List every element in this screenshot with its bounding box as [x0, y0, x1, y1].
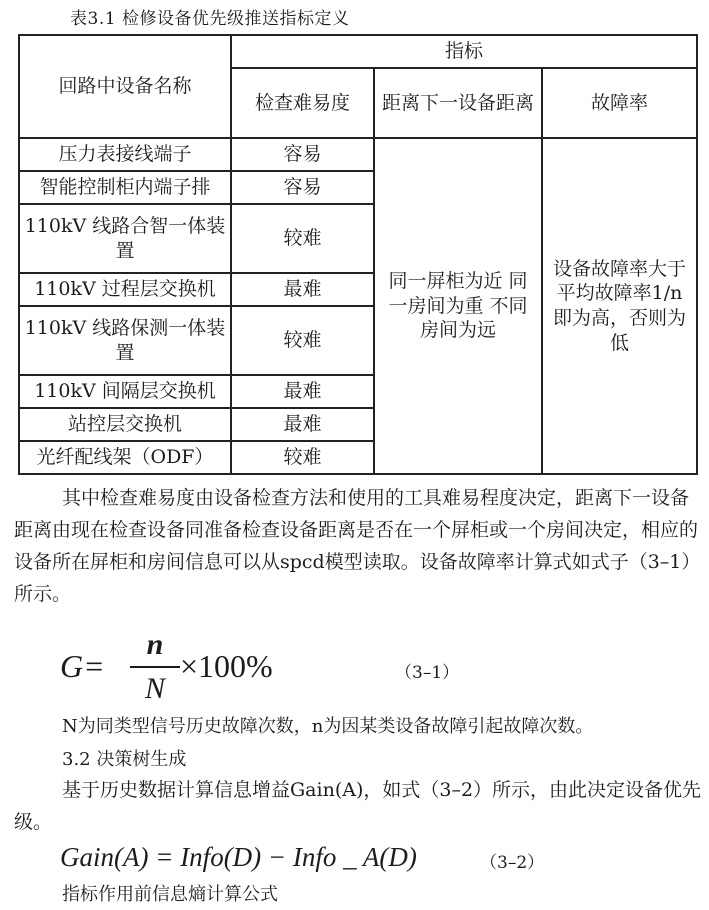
header-indicator: 指标: [231, 35, 697, 68]
difficulty-cell: 较难: [231, 441, 374, 474]
device-cell: 压力表接线端子: [19, 138, 231, 171]
difficulty-cell: 容易: [231, 171, 374, 204]
equation-number-2: （3–2）: [480, 853, 545, 873]
difficulty-cell: 最难: [231, 375, 374, 408]
formula-3-1: [60, 626, 500, 708]
difficulty-cell: 最难: [231, 273, 374, 306]
fraction: [130, 626, 180, 708]
fraction-bar: [130, 666, 180, 668]
header-difficulty: 检查难易度: [231, 68, 374, 138]
indicator-table: [18, 34, 698, 475]
paragraph-1-text: 其中检查难易度由设备检查方法和使用的工具难易程度决定，距离下一设备距离由现在检查设备同准备检查设备距离是否在一个屏柜或一个房间决定，相应的设备所在屏柜和房间信息可以从spcd模型读取。设备故障率计算式如式子（3–1）所示。: [14, 487, 701, 605]
difficulty-cell: 较难: [231, 204, 374, 273]
difficulty-cell: 最难: [231, 408, 374, 441]
paragraph-2-text: 基于历史数据计算信息增益Gain(A)，如式（3–2）所示，由此决定设备优先级。: [14, 779, 702, 833]
failure-rule-cell: 设备故障率大于平均故障率1/n 即为高，否则为低: [542, 138, 697, 474]
distance-rule-cell: 同一屏柜为近 同一房间为重 不同房间为远: [374, 138, 542, 474]
header-distance: 距离下一设备距离: [374, 68, 542, 138]
fraction-denominator: N: [144, 672, 165, 705]
formula-rhs: ×100%: [180, 648, 273, 684]
paragraph-1: [14, 482, 704, 610]
header-failure-rate: 故障率: [542, 68, 697, 138]
formula-3-2: Gain(A) = Info(D) − Info _ A(D): [60, 842, 417, 872]
section-heading: 3.2 决策树生成: [62, 749, 187, 770]
device-cell: 光纤配线架（ODF）: [19, 441, 231, 474]
formula-lhs: G=: [60, 648, 105, 684]
device-cell: 110kV 间隔层交换机: [19, 375, 231, 408]
device-cell: 智能控制柜内端子排: [19, 171, 231, 204]
difficulty-cell: 容易: [231, 138, 374, 171]
table-caption: 表3.1 检修设备优先级推送指标定义: [70, 9, 350, 29]
variable-definition: N为同类型信号历史故障次数，n为因某类设备故障引起故障次数。: [62, 716, 594, 737]
device-cell: 站控层交换机: [19, 408, 231, 441]
device-cell: 110kV 线路合智一体装置: [19, 204, 231, 273]
device-cell: 110kV 线路保测一体装置: [19, 306, 231, 375]
paragraph-2: [14, 774, 704, 838]
equation-number-1: （3–1）: [395, 663, 460, 683]
header-device-name: 回路中设备名称: [19, 35, 231, 138]
device-cell: 110kV 过程层交换机: [19, 273, 231, 306]
difficulty-cell: 较难: [231, 306, 374, 375]
entropy-formula-intro: 指标作用前信息熵计算公式: [62, 884, 278, 905]
fraction-numerator: n: [146, 628, 164, 661]
